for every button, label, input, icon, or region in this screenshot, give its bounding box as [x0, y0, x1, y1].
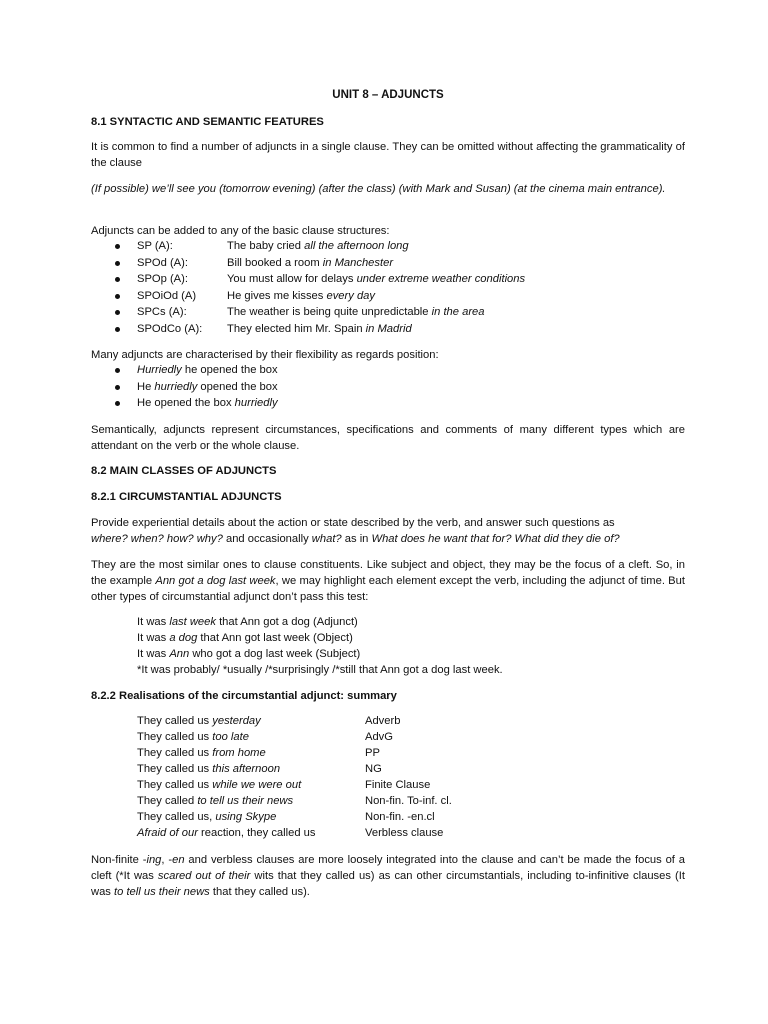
- paragraph-circumstantial-definition: Provide experiential details about the action or state described by the verb, and answer such questions as where? when? how? why? and occasionally what? as in What does he want that for? What did they die of?: [91, 517, 620, 545]
- list-item: SPOiOd (A) He gives me kisses every day: [91, 288, 685, 305]
- paragraph-cleft-focus: They are the most similar ones to clause constituents. Like subject and object, they may be the focus of a cleft. So, in the example Ann got a dog last week, we may highlight each element except the verb, including the adjunct of time. But other types of circumstantial adjunct don’t pass this test:: [91, 559, 685, 603]
- table-row: They called us too late AdvG: [137, 731, 393, 743]
- paragraph-nonfinite-clauses: Non-finite -ing, -en and verbless clauses are more loosely integrated into the clause and can’t be made the focus of a cleft (*It was scared out of their wits that they called us) as can other circumstantials, including to-infinitive clauses (It was to tell us their news that they called us).: [91, 854, 685, 898]
- paragraph-clause-structures-intro: Adjuncts can be added to any of the basic clause structures:: [91, 225, 390, 237]
- table-row: They called to tell us their news Non-fin. To-inf. cl.: [137, 795, 452, 807]
- page-title: UNIT 8 – ADJUNCTS: [332, 89, 444, 101]
- table-row: They called us yesterday Adverb: [137, 715, 401, 727]
- list-item: He opened the box hurriedly: [91, 395, 685, 412]
- clause-structure-list: [91, 238, 685, 337]
- cleft-examples: [137, 614, 503, 678]
- position-example-list: [91, 362, 685, 412]
- subsection-heading-8-2-2: 8.2.2 Realisations of the circumstantial adjunct: summary: [91, 690, 397, 702]
- example-line: It was a dog that Ann got last week (Object): [137, 632, 353, 644]
- list-item: SPOdCo (A): They elected him Mr. Spain in Madrid: [91, 321, 685, 338]
- list-item: SPOp (A): You must allow for delays under extreme weather conditions: [91, 271, 685, 288]
- paragraph-example-sentence: (If possible) we’ll see you (tomorrow evening) (after the class) (with Mark and Susan) (at the cinema main entrance).: [91, 183, 666, 195]
- realisations-table: [137, 713, 637, 841]
- table-row: They called us this afternoon NG: [137, 763, 382, 775]
- example-line: It was last week that Ann got a dog (Adjunct): [137, 616, 358, 628]
- example-line: *It was probably/ *usually /*surprisingly /*still that Ann got a dog last week.: [137, 664, 503, 676]
- table-row: They called us while we were out Finite Clause: [137, 779, 431, 791]
- list-item: SP (A): The baby cried all the afternoon long: [91, 238, 685, 255]
- subsection-heading-8-2-1: 8.2.1 CIRCUMSTANTIAL ADJUNCTS: [91, 491, 282, 503]
- list-item: Hurriedly he opened the box: [91, 362, 685, 379]
- paragraph-flexibility-intro: Many adjuncts are characterised by their flexibility as regards position:: [91, 349, 439, 361]
- list-item: He hurriedly opened the box: [91, 379, 685, 396]
- list-item: SPOd (A): Bill booked a room in Manchester: [91, 255, 685, 272]
- list-item: SPCs (A): The weather is being quite unpredictable in the area: [91, 304, 685, 321]
- section-heading-8-2: 8.2 MAIN CLASSES OF ADJUNCTS: [91, 465, 277, 477]
- table-row: They called us, using Skype Non-fin. -en.cl: [137, 811, 435, 823]
- section-heading-8-1: 8.1 SYNTACTIC AND SEMANTIC FEATURES: [91, 116, 324, 128]
- table-row: They called us from home PP: [137, 747, 380, 759]
- table-row: Afraid of our reaction, they called us Verbless clause: [137, 827, 444, 839]
- example-line: It was Ann who got a dog last week (Subject): [137, 648, 361, 660]
- paragraph-adjunct-intro: It is common to find a number of adjuncts in a single clause. They can be omitted without affecting the grammaticality of the clause: [91, 141, 685, 169]
- paragraph-semantics: Semantically, adjuncts represent circumstances, specifications and comments of many different types which are attendant on the verb or the whole clause.: [91, 424, 685, 452]
